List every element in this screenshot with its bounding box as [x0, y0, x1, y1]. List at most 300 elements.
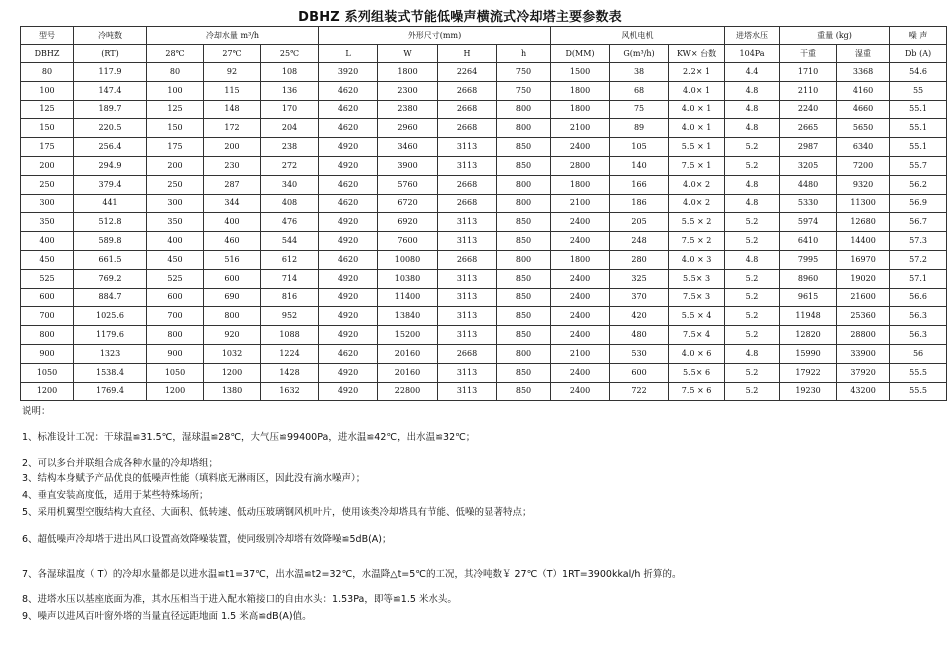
table-cell: 2400	[551, 213, 610, 232]
table-cell: 4620	[319, 250, 378, 269]
table-cell: 136	[261, 81, 319, 100]
table-cell: 7.5 × 1	[669, 156, 725, 175]
table-cell: 612	[261, 250, 319, 269]
table-cell: 248	[610, 232, 669, 251]
table-cell: 205	[610, 213, 669, 232]
table-cell: 43200	[837, 382, 890, 401]
table-cell: 38	[610, 63, 669, 82]
table-cell: 56.6	[890, 288, 947, 307]
header-model: 型号	[21, 27, 74, 45]
table-cell: 850	[497, 326, 551, 345]
table-row	[21, 344, 947, 363]
table-cell: 8960	[780, 269, 837, 288]
table-cell: 750	[497, 63, 551, 82]
table-row	[21, 363, 947, 382]
table-cell: 441	[74, 194, 147, 213]
table-cell: 850	[497, 213, 551, 232]
table-row	[21, 194, 947, 213]
table-cell: 2300	[378, 81, 438, 100]
table-cell: 850	[497, 156, 551, 175]
table-cell: 1710	[780, 63, 837, 82]
header-inlet-pressure: 进塔水压	[725, 27, 780, 45]
table-cell: 189.7	[74, 100, 147, 119]
note-1: 1、标准设计工况：干球温≌31.5℃，湿球温≌28℃，大气压≌99400Pa，进水温≌42℃，出水温≌32℃；	[22, 432, 476, 443]
header-model-sub: DBHZ	[21, 45, 74, 63]
table-cell: 56.2	[890, 175, 947, 194]
table-cell: 3113	[438, 156, 497, 175]
table-cell: 5.2	[725, 307, 780, 326]
table-cell: 200	[204, 138, 261, 157]
table-cell: 108	[261, 63, 319, 82]
table-cell: 800	[497, 119, 551, 138]
table-cell: 2668	[438, 344, 497, 363]
table-cell: 4920	[319, 269, 378, 288]
table-cell: 1032	[204, 344, 261, 363]
table-cell: 200	[147, 156, 204, 175]
table-cell: 4.0× 2	[669, 175, 725, 194]
table-cell: 80	[21, 63, 74, 82]
table-cell: 25360	[837, 307, 890, 326]
table-cell: 1050	[21, 363, 74, 382]
header-t28: 28℃	[147, 45, 204, 63]
table-cell: 544	[261, 232, 319, 251]
table-cell: 5.2	[725, 138, 780, 157]
table-cell: 10380	[378, 269, 438, 288]
table-cell: 800	[497, 194, 551, 213]
table-cell: 5650	[837, 119, 890, 138]
table-cell: 55.7	[890, 156, 947, 175]
table-cell: 2668	[438, 119, 497, 138]
table-cell: 13840	[378, 307, 438, 326]
table-cell: 4620	[319, 175, 378, 194]
table-cell: 4620	[319, 344, 378, 363]
table-cell: 55	[890, 81, 947, 100]
table-cell: 4620	[319, 100, 378, 119]
table-cell: 2668	[438, 250, 497, 269]
table-cell: 4160	[837, 81, 890, 100]
table-cell: 3113	[438, 138, 497, 157]
header-tonnage-unit: (RT)	[74, 45, 147, 63]
table-cell: 2400	[551, 288, 610, 307]
table-cell: 2110	[780, 81, 837, 100]
table-cell: 1800	[378, 63, 438, 82]
table-row	[21, 100, 947, 119]
table-cell: 5.5 × 4	[669, 307, 725, 326]
table-cell: 1050	[147, 363, 204, 382]
table-cell: 3113	[438, 213, 497, 232]
table-cell: 20160	[378, 363, 438, 382]
table-cell: 12820	[780, 326, 837, 345]
table-cell: 884.7	[74, 288, 147, 307]
table-cell: 5330	[780, 194, 837, 213]
table-cell: 690	[204, 288, 261, 307]
table-cell: 5.5× 6	[669, 363, 725, 382]
table-cell: 2400	[551, 138, 610, 157]
table-cell: 800	[204, 307, 261, 326]
table-cell: 5.2	[725, 156, 780, 175]
table-cell: 600	[21, 288, 74, 307]
table-cell: 3113	[438, 232, 497, 251]
table-cell: 4.4	[725, 63, 780, 82]
table-cell: 4920	[319, 307, 378, 326]
table-cell: 17922	[780, 363, 837, 382]
table-cell: 57.3	[890, 232, 947, 251]
table-cell: 300	[147, 194, 204, 213]
table-cell: 200	[21, 156, 74, 175]
table-cell: 3113	[438, 382, 497, 401]
table-cell: 75	[610, 100, 669, 119]
table-cell: 54.6	[890, 63, 947, 82]
table-cell: 15990	[780, 344, 837, 363]
table-cell: 4920	[319, 213, 378, 232]
table-cell: 204	[261, 119, 319, 138]
header-wet: 湿重	[837, 45, 890, 63]
table-cell: 2987	[780, 138, 837, 157]
table-cell: 22800	[378, 382, 438, 401]
header-t27: 27℃	[204, 45, 261, 63]
document-title: DBHZ 系列组装式节能低噪声横流式冷却塔主要参数表	[298, 10, 622, 25]
table-cell: 100	[147, 81, 204, 100]
table-cell: 2240	[780, 100, 837, 119]
table-cell: 56.9	[890, 194, 947, 213]
table-cell: 89	[610, 119, 669, 138]
table-cell: 55.5	[890, 382, 947, 401]
table-cell: 230	[204, 156, 261, 175]
table-cell: 37920	[837, 363, 890, 382]
header-pressure-unit: 104Pa	[725, 45, 780, 63]
table-cell: 800	[497, 344, 551, 363]
table-cell: 4.0 × 6	[669, 344, 725, 363]
table-row	[21, 382, 947, 401]
table-cell: 350	[147, 213, 204, 232]
table-cell: 4.8	[725, 250, 780, 269]
table-cell: 6340	[837, 138, 890, 157]
table-cell: 5.5 × 1	[669, 138, 725, 157]
header-dimensions: 外形尺寸(mm)	[319, 27, 551, 45]
table-cell: 4620	[319, 194, 378, 213]
header-weight: 重量 (kg)	[780, 27, 890, 45]
table-cell: 480	[610, 326, 669, 345]
table-cell: 140	[610, 156, 669, 175]
table-cell: 816	[261, 288, 319, 307]
table-cell: 21600	[837, 288, 890, 307]
table-cell: 220.5	[74, 119, 147, 138]
table-row	[21, 119, 947, 138]
table-cell: 14400	[837, 232, 890, 251]
table-cell: 272	[261, 156, 319, 175]
table-cell: 56.7	[890, 213, 947, 232]
table-row	[21, 307, 947, 326]
notes-heading: 说明：	[22, 406, 51, 417]
table-row	[21, 156, 947, 175]
table-cell: 340	[261, 175, 319, 194]
table-cell: 4.0× 1	[669, 81, 725, 100]
table-cell: 80	[147, 63, 204, 82]
table-cell: 4920	[319, 288, 378, 307]
table-row	[21, 250, 947, 269]
table-cell: 5.2	[725, 269, 780, 288]
header-H: H	[438, 45, 497, 63]
table-cell: 3113	[438, 363, 497, 382]
table-cell: 1769.4	[74, 382, 147, 401]
table-cell: 1800	[551, 250, 610, 269]
table-cell: 7.5 × 6	[669, 382, 725, 401]
table-cell: 15200	[378, 326, 438, 345]
table-cell: 4.0 × 1	[669, 119, 725, 138]
table-cell: 186	[610, 194, 669, 213]
table-cell: 172	[204, 119, 261, 138]
table-cell: 1538.4	[74, 363, 147, 382]
table-cell: 4.8	[725, 81, 780, 100]
note-5: 5、采用机翼型空腹结构大直径、大面积、低转速、低动压玻璃钢风机叶片，使用该类冷却塔具有节能、低噪的显著特点；	[22, 507, 532, 518]
table-cell: 3113	[438, 307, 497, 326]
table-cell: 3113	[438, 288, 497, 307]
table-cell: 400	[21, 232, 74, 251]
table-cell: 55.5	[890, 363, 947, 382]
table-cell: 170	[261, 100, 319, 119]
table-cell: 287	[204, 175, 261, 194]
table-cell: 57.2	[890, 250, 947, 269]
header-W: W	[378, 45, 438, 63]
table-cell: 6410	[780, 232, 837, 251]
table-cell: 117.9	[74, 63, 147, 82]
table-cell: 2.2× 1	[669, 63, 725, 82]
table-cell: 19020	[837, 269, 890, 288]
table-cell: 530	[610, 344, 669, 363]
table-cell: 525	[147, 269, 204, 288]
table-cell: 850	[497, 288, 551, 307]
table-cell: 5974	[780, 213, 837, 232]
table-cell: 4660	[837, 100, 890, 119]
table-cell: 16970	[837, 250, 890, 269]
table-cell: 6920	[378, 213, 438, 232]
table-cell: 800	[21, 326, 74, 345]
header-h: h	[497, 45, 551, 63]
table-cell: 4.0 × 3	[669, 250, 725, 269]
table-cell: 148	[204, 100, 261, 119]
table-cell: 722	[610, 382, 669, 401]
table-cell: 294.9	[74, 156, 147, 175]
note-9: 9、噪声以进风百叶窗外塔的当量直径远距地面 1.5 米高≌dB(A)值。	[22, 611, 312, 622]
table-cell: 1088	[261, 326, 319, 345]
table-cell: 2100	[551, 344, 610, 363]
table-cell: 325	[610, 269, 669, 288]
table-cell: 7995	[780, 250, 837, 269]
table-cell: 11948	[780, 307, 837, 326]
table-cell: 2400	[551, 269, 610, 288]
table-cell: 700	[21, 307, 74, 326]
table-cell: 4920	[319, 232, 378, 251]
table-cell: 2960	[378, 119, 438, 138]
table-cell: 420	[610, 307, 669, 326]
table-cell: 3460	[378, 138, 438, 157]
table-cell: 5.2	[725, 288, 780, 307]
table-cell: 33900	[837, 344, 890, 363]
table-cell: 1380	[204, 382, 261, 401]
table-cell: 250	[21, 175, 74, 194]
table-cell: 800	[497, 250, 551, 269]
table-cell: 661.5	[74, 250, 147, 269]
table-cell: 1800	[551, 81, 610, 100]
table-cell: 2400	[551, 382, 610, 401]
table-cell: 850	[497, 269, 551, 288]
note-8: 8、进塔水压以基座底面为准，其水压相当于进入配水箱接口的自由水头：1.53Pa，即等≌1.5 米水头。	[22, 594, 457, 605]
table-cell: 2400	[551, 232, 610, 251]
table-cell: 105	[610, 138, 669, 157]
table-cell: 4480	[780, 175, 837, 194]
table-cell: 28800	[837, 326, 890, 345]
table-cell: 769.2	[74, 269, 147, 288]
table-cell: 4920	[319, 326, 378, 345]
table-cell: 68	[610, 81, 669, 100]
table-cell: 512.8	[74, 213, 147, 232]
table-cell: 2668	[438, 194, 497, 213]
table-cell: 900	[21, 344, 74, 363]
table-cell: 460	[204, 232, 261, 251]
table-cell: 9615	[780, 288, 837, 307]
table-row	[21, 81, 947, 100]
table-cell: 344	[204, 194, 261, 213]
table-row	[21, 63, 947, 82]
table-cell: 1025.6	[74, 307, 147, 326]
table-cell: 125	[147, 100, 204, 119]
table-cell: 5760	[378, 175, 438, 194]
table-cell: 600	[610, 363, 669, 382]
table-cell: 56.3	[890, 326, 947, 345]
table-cell: 3113	[438, 326, 497, 345]
table-cell: 4620	[319, 81, 378, 100]
table-cell: 250	[147, 175, 204, 194]
parameter-table	[20, 26, 947, 401]
header-L: L	[319, 45, 378, 63]
table-cell: 6720	[378, 194, 438, 213]
table-cell: 750	[497, 81, 551, 100]
table-cell: 147.4	[74, 81, 147, 100]
table-cell: 1500	[551, 63, 610, 82]
table-cell: 9320	[837, 175, 890, 194]
table-cell: 55.1	[890, 119, 947, 138]
table-cell: 2264	[438, 63, 497, 82]
table-cell: 525	[21, 269, 74, 288]
table-cell: 7.5× 3	[669, 288, 725, 307]
table-cell: 1200	[21, 382, 74, 401]
table-cell: 2380	[378, 100, 438, 119]
table-cell: 850	[497, 382, 551, 401]
table-cell: 400	[147, 232, 204, 251]
table-cell: 700	[147, 307, 204, 326]
table-cell: 2100	[551, 119, 610, 138]
table-cell: 150	[147, 119, 204, 138]
table-row	[21, 138, 947, 157]
table-cell: 920	[204, 326, 261, 345]
header-dry: 干重	[780, 45, 837, 63]
table-row	[21, 213, 947, 232]
table-cell: 2668	[438, 100, 497, 119]
table-cell: 4620	[319, 119, 378, 138]
table-cell: 4.8	[725, 175, 780, 194]
table-cell: 1632	[261, 382, 319, 401]
note-2: 2、可以多台并联组合成各种水量的冷却塔组；	[22, 458, 219, 469]
table-cell: 2400	[551, 326, 610, 345]
table-cell: 5.2	[725, 232, 780, 251]
table-cell: 900	[147, 344, 204, 363]
table-cell: 850	[497, 307, 551, 326]
table-cell: 56.3	[890, 307, 947, 326]
table-cell: 800	[147, 326, 204, 345]
table-cell: 800	[497, 100, 551, 119]
header-G: G(m³/h)	[610, 45, 669, 63]
table-cell: 7.5× 4	[669, 326, 725, 345]
table-cell: 4.8	[725, 344, 780, 363]
table-cell: 55.1	[890, 100, 947, 119]
table-cell: 3113	[438, 269, 497, 288]
table-cell: 5.5× 3	[669, 269, 725, 288]
table-cell: 280	[610, 250, 669, 269]
table-cell: 4920	[319, 363, 378, 382]
table-cell: 2668	[438, 175, 497, 194]
table-body	[21, 63, 947, 401]
table-cell: 408	[261, 194, 319, 213]
table-cell: 3368	[837, 63, 890, 82]
table-cell: 4.0 × 1	[669, 100, 725, 119]
table-cell: 5.5 × 2	[669, 213, 725, 232]
table-cell: 1800	[551, 175, 610, 194]
table-row	[21, 232, 947, 251]
header-noise-unit: Db (A)	[890, 45, 947, 63]
table-cell: 7.5 × 2	[669, 232, 725, 251]
table-row	[21, 326, 947, 345]
header-fan-motor: 风机电机	[551, 27, 725, 45]
header-t25: 25℃	[261, 45, 319, 63]
table-cell: 3900	[378, 156, 438, 175]
table-cell: 5.2	[725, 382, 780, 401]
table-cell: 1200	[147, 382, 204, 401]
table-cell: 4920	[319, 156, 378, 175]
table-cell: 56	[890, 344, 947, 363]
table-cell: 589.8	[74, 232, 147, 251]
table-cell: 175	[147, 138, 204, 157]
table-cell: 3205	[780, 156, 837, 175]
table-cell: 2800	[551, 156, 610, 175]
note-4: 4、垂直安装高度低，适用于某些特殊场所；	[22, 490, 209, 501]
table-cell: 1200	[204, 363, 261, 382]
header-tonnage: 冷吨数	[74, 27, 147, 45]
table-cell: 2400	[551, 307, 610, 326]
table-cell: 11400	[378, 288, 438, 307]
table-cell: 4920	[319, 382, 378, 401]
table-cell: 2665	[780, 119, 837, 138]
table-cell: 92	[204, 63, 261, 82]
table-cell: 166	[610, 175, 669, 194]
table-cell: 1800	[551, 100, 610, 119]
table-cell: 7200	[837, 156, 890, 175]
table-cell: 150	[21, 119, 74, 138]
table-cell: 600	[204, 269, 261, 288]
table-cell: 4.8	[725, 100, 780, 119]
note-7: 7、各湿球温度（ T）的冷却水量都是以进水温≌t1=37℃，出水温≌t2=32℃，水温降△t=5℃的工况，其冷吨数￥ 27℃（T）1RT=3900kkal/h 折算的。	[22, 569, 682, 580]
table-cell: 5.2	[725, 363, 780, 382]
table-cell: 19230	[780, 382, 837, 401]
table-cell: 11300	[837, 194, 890, 213]
table-cell: 850	[497, 363, 551, 382]
header-cooling-water: 冷却水量 m³/h	[147, 27, 319, 45]
table-cell: 57.1	[890, 269, 947, 288]
table-row	[21, 269, 947, 288]
table-cell: 125	[21, 100, 74, 119]
table-cell: 300	[21, 194, 74, 213]
header-noise: 噪 声	[890, 27, 947, 45]
table-cell: 350	[21, 213, 74, 232]
